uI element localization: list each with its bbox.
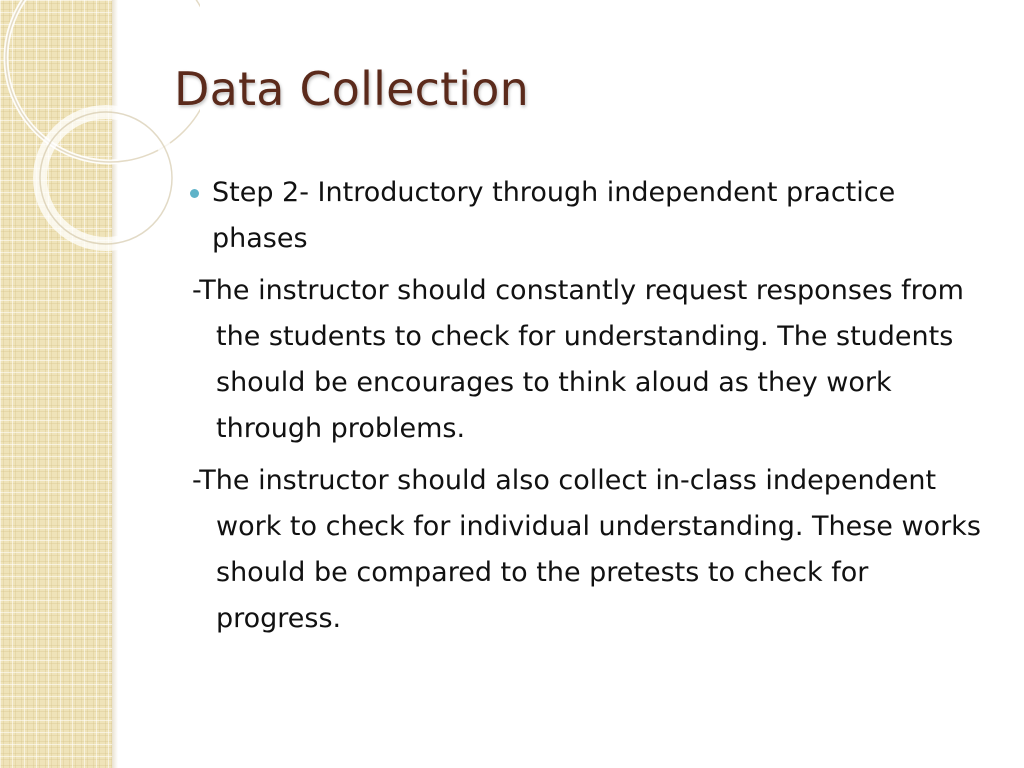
bullet-text: Step 2- Introductory through independent practice phases [212,177,896,254]
paragraph-2: -The instructor should also collect in-class independent work to check for individual understanding. These works should be compared to the pretests to check for progress. [192,465,981,634]
band-shadow [112,0,118,768]
paragraph-1: -The instructor should constantly request responses from the students to check for understanding. The students should be encourages to think aloud as they work through problems. [192,275,964,444]
bullet-dot-icon [190,189,199,198]
slide-title: Data Collection [174,62,529,116]
slide-content [188,170,988,648]
bullet-item [188,170,988,262]
decorative-band [0,0,112,768]
